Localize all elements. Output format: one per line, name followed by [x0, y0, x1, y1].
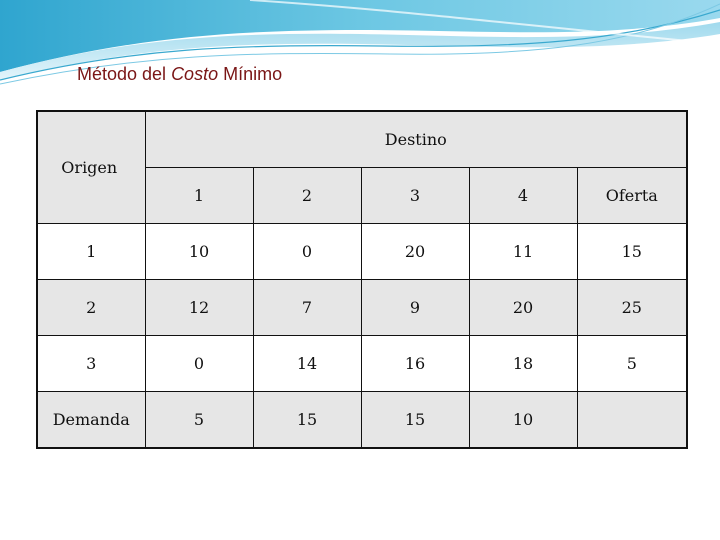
table-cell: 0: [145, 336, 253, 392]
table-cell: 5: [577, 336, 687, 392]
row-label: 2: [37, 280, 145, 336]
table-cell: 18: [469, 336, 577, 392]
row-label: 1: [37, 224, 145, 280]
table-cell: 5: [145, 392, 253, 449]
table-cell: 0: [253, 224, 361, 280]
cost-table: [36, 110, 688, 449]
table-cell: 12: [145, 280, 253, 336]
table-cell: 20: [469, 280, 577, 336]
table-cell: 10: [145, 224, 253, 280]
row-label: 3: [37, 336, 145, 392]
table-cell: 25: [577, 280, 687, 336]
column-header-oferta: Oferta: [577, 168, 687, 224]
table-row: [37, 224, 687, 280]
destino-label: Destino: [384, 130, 447, 149]
destino-header-cell: [145, 111, 687, 168]
table-cell: 15: [253, 392, 361, 449]
table-cell: 16: [361, 336, 469, 392]
demanda-row: [37, 392, 687, 449]
table-row: [37, 280, 687, 336]
table-cell: 14: [253, 336, 361, 392]
column-header-2: 2: [253, 168, 361, 224]
row-label-demanda: Demanda: [37, 392, 145, 449]
title-prefix: Método del: [77, 64, 172, 84]
title-suffix: Mínimo: [218, 64, 283, 84]
origen-header-cell: [37, 111, 145, 224]
column-header-1: 1: [145, 168, 253, 224]
table-cell: 11: [469, 224, 577, 280]
empty-cell: [577, 392, 687, 449]
slide-title: [77, 64, 282, 85]
table-cell: 9: [361, 280, 469, 336]
title-italic-word: Costo: [171, 64, 219, 84]
table-cell: 15: [577, 224, 687, 280]
table-row: [37, 336, 687, 392]
table-cell: 7: [253, 280, 361, 336]
origen-label: Origen: [61, 158, 118, 177]
column-header-4: 4: [469, 168, 577, 224]
table-cell: 10: [469, 392, 577, 449]
column-header-3: 3: [361, 168, 469, 224]
header-row-destino: [37, 111, 687, 168]
table-cell: 15: [361, 392, 469, 449]
table-cell: 20: [361, 224, 469, 280]
